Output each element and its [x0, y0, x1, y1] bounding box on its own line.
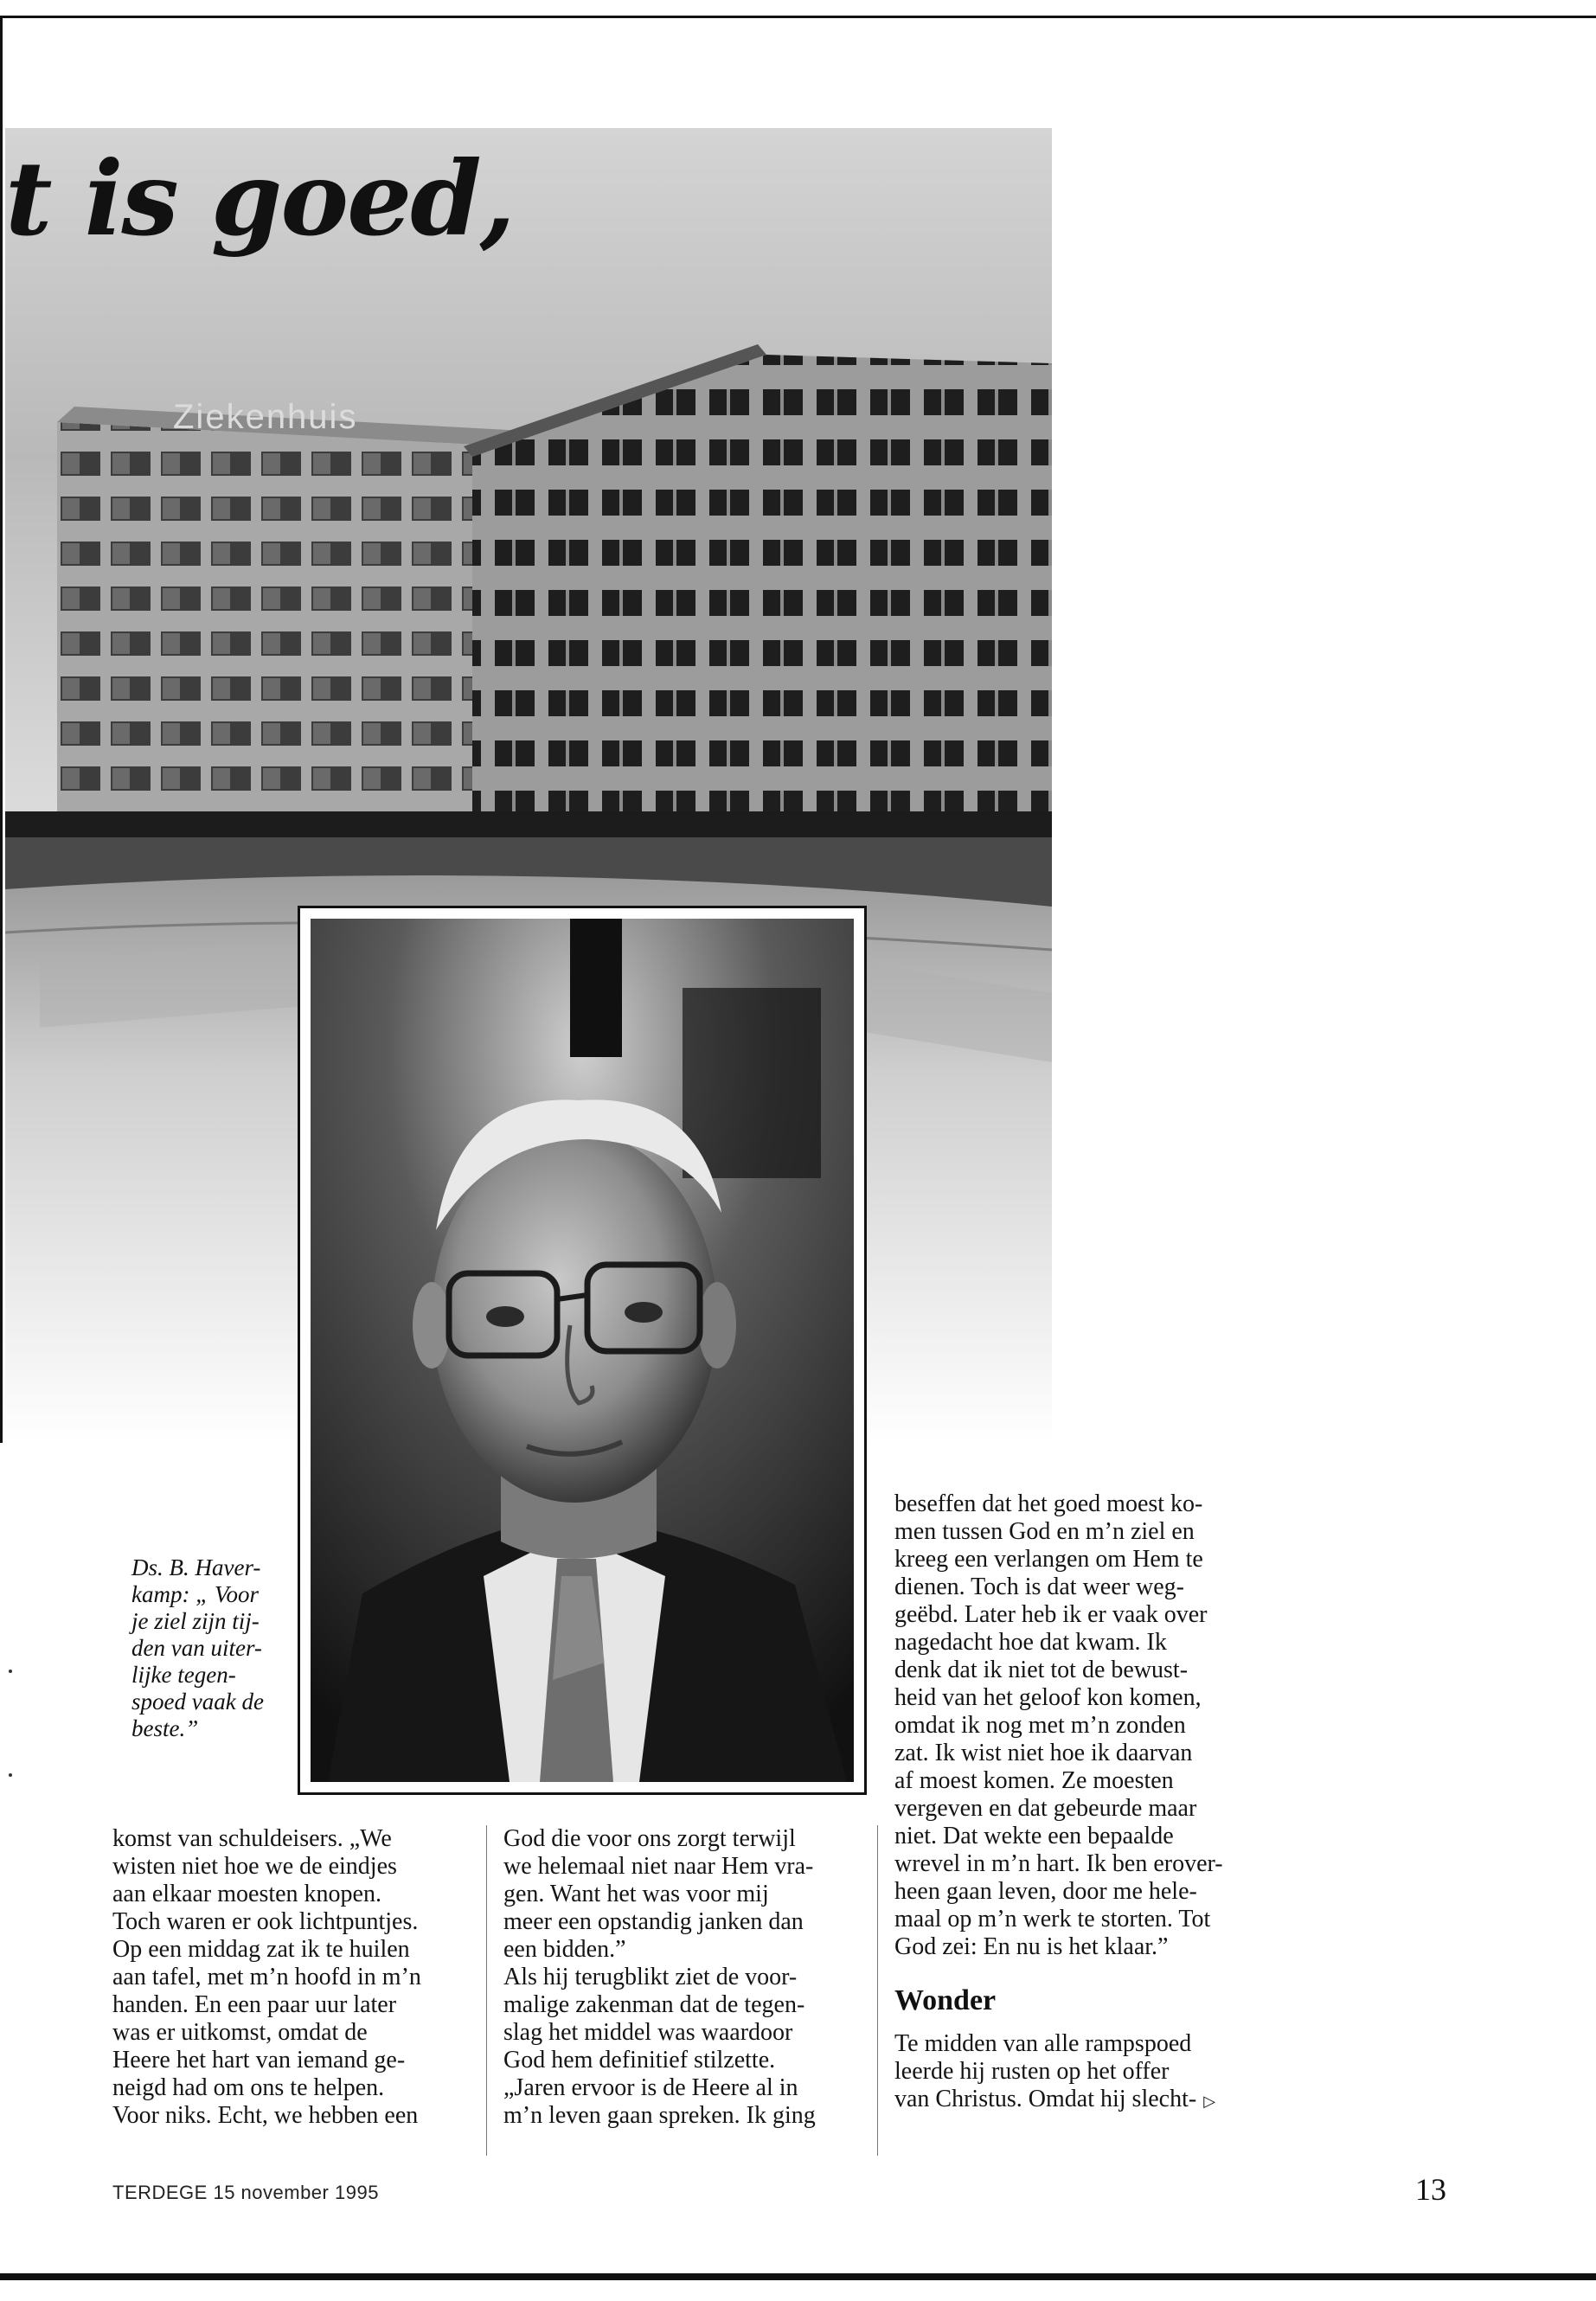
- caption-line: beste.”: [131, 1715, 199, 1741]
- text-line: omdat ik nog met m’n zonden: [894, 1712, 1186, 1739]
- caption-line: spoed vaak de: [131, 1689, 264, 1715]
- text-line: kreeg een verlangen om Hem te: [894, 1546, 1203, 1573]
- text-column-3: [894, 1490, 1258, 2116]
- margin-dot: [9, 1670, 12, 1673]
- column-rule: [486, 1825, 487, 2156]
- text-line: beseffen dat het goed moest ko-: [894, 1490, 1203, 1517]
- text-line: aan tafel, met m’n hoofd in m’n: [112, 1964, 421, 1990]
- text-line: Als hij terugblikt ziet de voor-: [503, 1964, 798, 1990]
- text-line: af moest komen. Ze moesten: [894, 1767, 1174, 1794]
- text-line: gen. Want het was voor mij: [503, 1881, 769, 1907]
- text-line: zat. Ik wist niet hoe ik daarvan: [894, 1740, 1193, 1766]
- text-line: God die voor ons zorgt terwijl: [503, 1825, 796, 1852]
- text-line: aan elkaar moesten knopen.: [112, 1881, 381, 1907]
- text-line: we helemaal niet naar Hem vra-: [503, 1853, 814, 1880]
- left-rule: [0, 16, 3, 1443]
- photo-caption: [131, 1554, 296, 1742]
- text-line: een bidden.”: [503, 1936, 626, 1963]
- text-line-content: van Christus. Omdat hij slecht-: [894, 2086, 1197, 2112]
- page-number: 13: [1415, 2172, 1446, 2207]
- text-line: Toch waren er ook lichtpuntjes.: [112, 1908, 419, 1935]
- text-line: heen gaan leven, door me hele-: [894, 1878, 1197, 1905]
- bottom-rule: [0, 2273, 1596, 2280]
- text-column-2: [503, 1825, 867, 2130]
- text-line: „Jaren ervoor is de Heere al in: [503, 2074, 798, 2101]
- text-line: wrevel in m’n hart. Ik ben erover-: [894, 1850, 1223, 1877]
- text-line: denk dat ik niet tot de bewust-: [894, 1657, 1189, 1683]
- caption-line: Ds. B. Haver-: [131, 1554, 261, 1580]
- column-rule: [877, 1825, 878, 2156]
- text-line: God hem definitief stilzette.: [503, 2047, 776, 2073]
- section-heading: Wonder: [894, 1984, 997, 2016]
- text-line: wisten niet hoe we de eindjes: [112, 1853, 397, 1880]
- text-line: geëbd. Later heb ik er vaak over: [894, 1601, 1208, 1628]
- text-line: komst van schuldeisers. „We: [112, 1825, 392, 1852]
- text-line: men tussen God en m’n ziel en: [894, 1518, 1195, 1545]
- text-column-1: [112, 1825, 476, 2130]
- portrait-photo: [311, 919, 854, 1782]
- text-line: nagedacht hoe dat kwam. Ik: [894, 1629, 1167, 1656]
- top-rule: [0, 16, 1596, 18]
- headline: t is goed,: [5, 138, 514, 259]
- text-line: dienen. Toch is dat weer weg-: [894, 1574, 1184, 1600]
- text-line: m’n leven gaan spreken. Ik ging: [503, 2102, 816, 2129]
- portrait-graphic: [311, 919, 854, 1782]
- text-line: maal op m’n werk te storten. Tot: [894, 1906, 1211, 1932]
- text-line: slag het middel was waardoor: [503, 2019, 793, 2046]
- text-line: Te midden van alle rampspoed: [894, 2030, 1192, 2057]
- text-line: was er uitkomst, omdat de: [112, 2019, 368, 2046]
- text-line: [894, 2086, 1258, 2116]
- continue-arrow-icon: ▷: [1203, 2093, 1216, 2111]
- caption-line: den van uiter-: [131, 1635, 262, 1661]
- margin-dot: [9, 1773, 12, 1777]
- caption-line: je ziel zijn tij-: [131, 1608, 260, 1634]
- text-line: handen. En een paar uur later: [112, 1991, 397, 2018]
- building-sign: Ziekenhuis: [173, 398, 358, 436]
- text-line: vergeven en dat gebeurde maar: [894, 1795, 1197, 1822]
- text-line: malige zakenman dat de tegen-: [503, 1991, 805, 2018]
- text-line: Heere het hart van iemand ge-: [112, 2047, 406, 2073]
- caption-line: kamp: „ Voor: [131, 1581, 259, 1607]
- text-line: Voor niks. Echt, we hebben een: [112, 2102, 419, 2129]
- text-line: heid van het geloof kon komen,: [894, 1684, 1202, 1711]
- text-line: niet. Dat wekte een bepaalde: [894, 1823, 1174, 1849]
- portrait-frame: [298, 906, 867, 1795]
- text-line: God zei: En nu is het klaar.”: [894, 1933, 1169, 1960]
- page-footer: TERDEGE 15 november 1995: [112, 2182, 379, 2203]
- text-line: neigd had om ons te helpen.: [112, 2074, 385, 2101]
- text-line: Op een middag zat ik te huilen: [112, 1936, 410, 1963]
- caption-line: lijke tegen-: [131, 1662, 236, 1688]
- text-line: leerde hij rusten op het offer: [894, 2058, 1170, 2085]
- text-line: meer een opstandig janken dan: [503, 1908, 804, 1935]
